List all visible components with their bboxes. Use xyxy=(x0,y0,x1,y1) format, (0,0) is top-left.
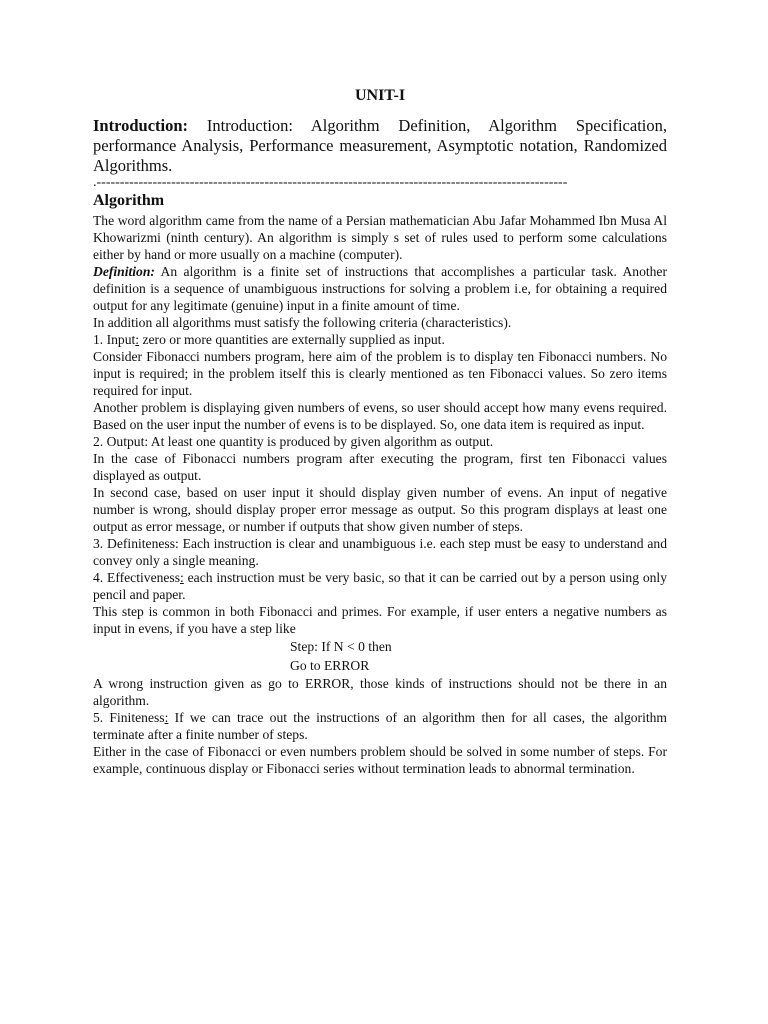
document-page xyxy=(93,86,667,777)
paragraph-common-step: This step is common in both Fibonacci and primes. For example, if user enters a negative numbers as input in evens, if you have a step like xyxy=(93,604,667,636)
section-heading-algorithm: Algorithm xyxy=(93,192,165,209)
finiteness-colon: : xyxy=(164,710,169,725)
paragraph-fibonacci-input: Consider Fibonacci numbers program, here aim of the problem is to display ten Fibonacci numbers. No input is required; in the problem itself this is clearly mentioned as ten Fibonacci values. So zero items required for input. xyxy=(93,349,667,398)
paragraph-evens-input: Another problem is displaying given numbers of evens, so user should accept how many evens required. Based on the user input the number of evens is to be displayed. So, one data item is required as input. xyxy=(93,400,667,432)
definition-label: Definition: xyxy=(93,264,155,279)
criterion-output: 2. Output: At least one quantity is produced by given algorithm as output. xyxy=(93,434,494,449)
introduction-text: Introduction: Algorithm Definition, Algorithm Specification, performance Analysis, Performance measurement, Asymptotic notation, Randomized Algorithms. xyxy=(93,116,667,175)
finiteness-text: If we can trace out the instructions of an algorithm then for all cases, the algorithm terminate after a finite number of steps. xyxy=(93,710,667,742)
step-line-condition: Step: If N < 0 then xyxy=(290,639,392,654)
effectiveness-text: each instruction must be very basic, so that it can be carried out by a person using only pencil and paper. xyxy=(93,570,667,602)
effectiveness-label: 4. Effectiveness xyxy=(93,570,181,585)
criterion-input xyxy=(93,331,667,348)
step-line-goto: Go to ERROR xyxy=(290,658,370,673)
paragraph-origin: The word algorithm came from the name of a Persian mathematician Abu Jafar Mohammed Ibn Musa Al Khowarizmi (ninth century). An algorithm is simply s set of rules used to perform some calculations either by hand or more usually on a machine (computer). xyxy=(93,213,667,262)
introduction-paragraph xyxy=(93,116,667,176)
unit-title: UNIT-I xyxy=(354,87,406,104)
criterion-definiteness: 3. Definiteness: Each instruction is clear and unambiguous i.e. each step must be easy to understand and convey only a single meaning. xyxy=(93,536,667,568)
paragraph-evens-output: In second case, based on user input it should display given number of evens. An input of negative number is wrong, should display proper error message as output. So this program displays at least one output as error message, or number if outputs that show given number of steps. xyxy=(93,485,667,534)
paragraph-fibonacci-output: In the case of Fibonacci numbers program after executing the program, first ten Fibonacci values displayed as output. xyxy=(93,451,667,483)
paragraph-wrong-instruction: A wrong instruction given as go to ERROR, those kinds of instructions should not be there in an algorithm. xyxy=(93,676,667,708)
input-colon: : xyxy=(135,332,140,347)
introduction-label: Introduction: xyxy=(93,116,189,135)
paragraph-definition xyxy=(93,263,667,314)
separator-line: .----------------------------------------------------------------------------------------------------- xyxy=(93,176,568,189)
effectiveness-colon: : xyxy=(180,570,184,585)
finiteness-label: 5. Finiteness xyxy=(93,710,165,725)
paragraph-either-case: Either in the case of Fibonacci or even numbers problem should be solved in some number of steps. For example, continuous display or Fibonacci series without termination leads to abnormal termination. xyxy=(93,744,667,776)
input-text: zero or more quantities are externally supplied as input. xyxy=(139,332,445,347)
criterion-effectiveness xyxy=(93,569,667,603)
criterion-finiteness xyxy=(93,709,667,743)
paragraph-criteria: In addition all algorithms must satisfy the following criteria (characteristics). xyxy=(93,315,512,330)
definition-text: An algorithm is a finite set of instructions that accomplishes a particular task. Another definition is a sequence of unambiguous instructions for solving a problem i.e, for obtaining a required output for any legitimate (genuine) input in a finite amount of time. xyxy=(93,264,667,313)
input-label: 1. Input xyxy=(93,332,136,347)
